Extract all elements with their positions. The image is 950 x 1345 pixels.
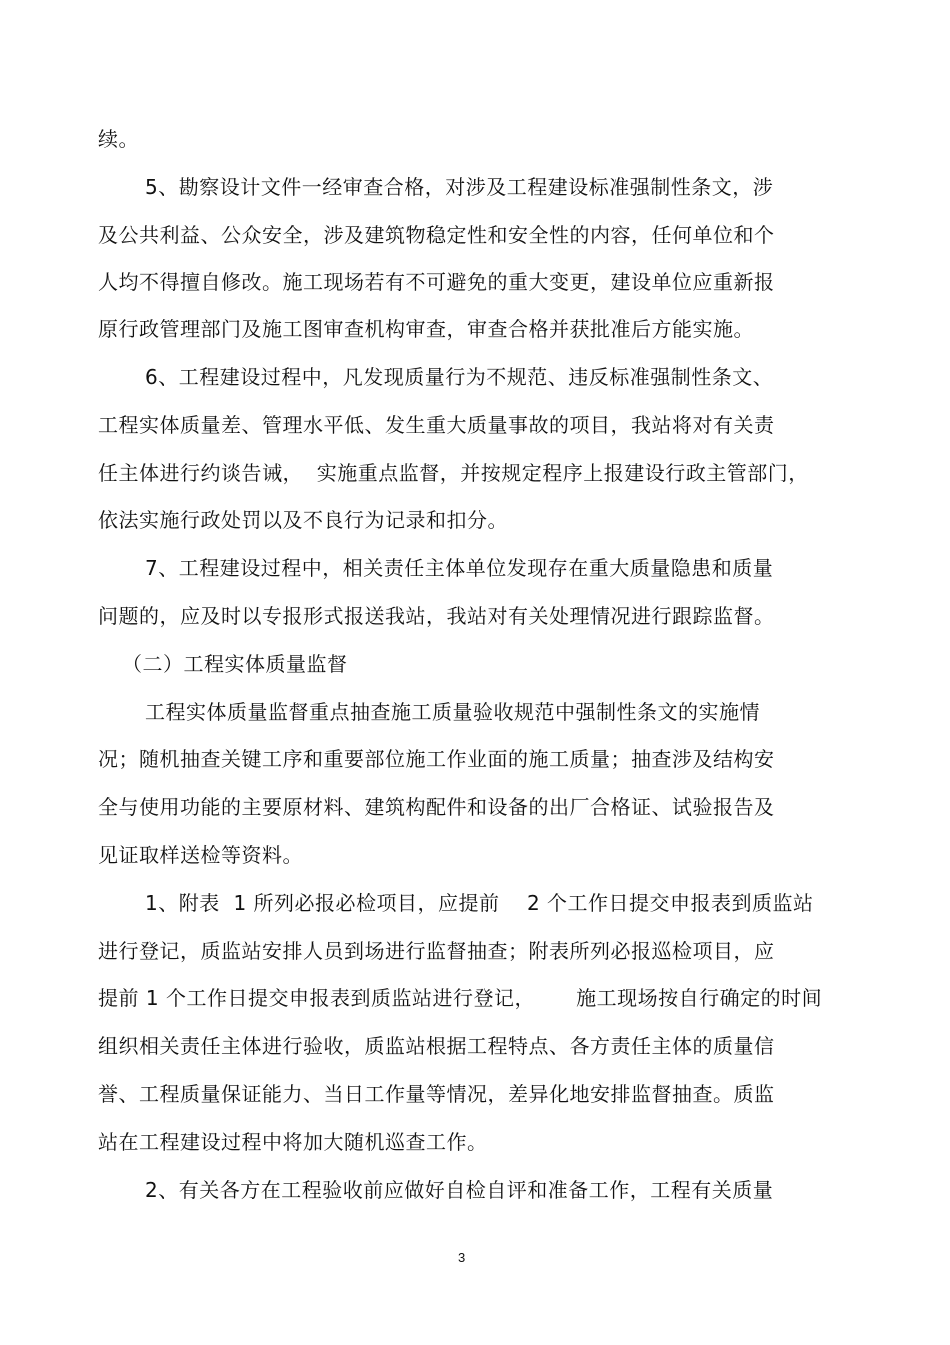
text-line-19: 提前 1 个工作日提交申报表到质监站进行登记， 施工现场按自行确定的时间: [98, 986, 823, 1010]
text-line-20: 组织相关责任主体进行验收，质监站根据工程特点、各方责任主体的质量信: [98, 1034, 775, 1058]
text-line-14: 况；随机抽查关键工序和重要部位施工作业面的施工质量；抽查涉及结构安: [98, 747, 775, 771]
text-line-9: 依法实施行政处罚以及不良行为记录和扣分。: [98, 508, 508, 532]
text-line-5: 原行政管理部门及施工图审查机构审查，审查合格并获批准后方能实施。: [98, 317, 754, 341]
text-line-21: 誉、工程质量保证能力、当日工作量等情况，差异化地安排监督抽查。质监: [98, 1082, 775, 1106]
text-line-23: 2、有关各方在工程验收前应做好自检自评和准备工作，工程有关质量: [145, 1178, 774, 1202]
section-heading: （二）工程实体质量监督: [122, 652, 348, 676]
text-line-13: 工程实体质量监督重点抽查施工质量验收规范中强制性条文的实施情: [145, 700, 760, 724]
text-line-4: 人均不得擅自修改。施工现场若有不可避免的重大变更，建设单位应重新报: [98, 270, 775, 294]
text-line-18: 进行登记，质监站安排人员到场进行监督抽查；附表所列必报巡检项目，应: [98, 939, 775, 963]
text-line-3: 及公共利益、公众安全，涉及建筑物稳定性和安全性的内容，任何单位和个: [98, 223, 775, 247]
text-line-7: 工程实体质量差、管理水平低、发生重大质量事故的项目，我站将对有关责: [98, 413, 775, 437]
text-line-1: 续。: [98, 127, 139, 151]
text-line-6: 6、工程建设过程中，凡发现质量行为不规范、违反标准强制性条文、: [145, 365, 774, 389]
text-line-2: 5、勘察设计文件一经审查合格，对涉及工程建设标准强制性条文，涉: [145, 175, 774, 199]
text-line-17: 1、附表 1 所列必报必检项目，应提前 2 个工作日提交申报表到质监站: [145, 891, 814, 915]
text-line-16: 见证取样送检等资料。: [98, 843, 303, 867]
text-line-8: 任主体进行约谈告诫， 实施重点监督，并按规定程序上报建设行政主管部门，: [98, 461, 809, 485]
text-line-10: 7、工程建设过程中，相关责任主体单位发现存在重大质量隐患和质量: [145, 556, 774, 580]
text-line-22: 站在工程建设过程中将加大随机巡查工作。: [98, 1130, 488, 1154]
page-number: 3: [458, 1250, 466, 1265]
text-line-15: 全与使用功能的主要原材料、建筑构配件和设备的出厂合格证、试验报告及: [98, 795, 775, 819]
text-line-11: 问题的，应及时以专报形式报送我站，我站对有关处理情况进行跟踪监督。: [98, 604, 775, 628]
